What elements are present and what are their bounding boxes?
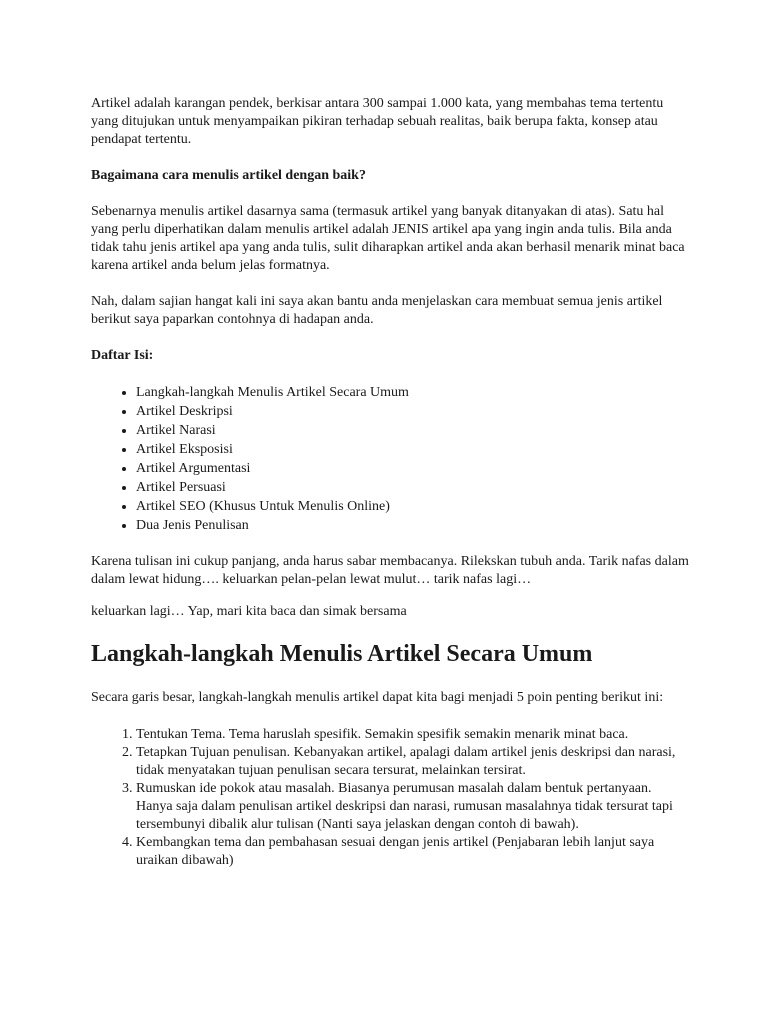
question-heading: Bagaimana cara menulis artikel dengan baik? [91,168,366,183]
toc-item: • Artikel Persuasi [136,478,691,497]
step-item: 3. Rumuskan ide pokok atau masalah. Biasanya perumusan masalah dalam bentuk pertanyaan. Hanya saja dalam penulisan artikel deskripsi dan narasi, rumusan masalahnya tidak tersurat tapi tersembunyi dibalik alur tulisan (Nanti saya jelaskan dengan contoh di bawah). [136,780,691,834]
step-item: 4. Kembangkan tema dan pembahasan sesuai dengan jenis artikel (Penjabaran lebih lanjut saya uraikan dibawah) [136,834,691,870]
toc-item: • Artikel Eksposisi [136,440,691,459]
section-heading: Langkah-langkah Menulis Artikel Secara Umum [91,641,593,667]
reading-note-continuation: keluarkan lagi… Yap, mari kita baca dan simak bersama [91,604,407,619]
introduction-paragraph: Nah, dalam sajian hangat kali ini saya akan bantu anda menjelaskan cara membuat semua jenis artikel berikut saya paparkan contohnya di hadapan anda. [91,294,663,327]
steps-list [91,726,691,870]
step-item: 1. Tentukan Tema. Tema haruslah spesifik. Semakin spesifik semakin menarik minat baca. [136,726,691,744]
toc-item: • Artikel Narasi [136,421,691,440]
toc-item: • Artikel Argumentasi [136,459,691,478]
reading-note-paragraph: Karena tulisan ini cukup panjang, anda harus sabar membacanya. Rilekskan tubuh anda. Tarik nafas dalam dalam lewat hidung…. keluarkan pelan-pelan lewat mulut… tarik nafas lagi… [91,554,689,587]
section-intro-paragraph: Secara garis besar, langkah-langkah menulis artikel dapat kita bagi menjadi 5 poin penting berikut ini: [91,690,664,705]
step-item: 2. Tetapkan Tujuan penulisan. Kebanyakan artikel, apalagi dalam artikel jenis deskripsi dan narasi, tidak menyatakan tujuan penulisan secara tersurat, melainkan tersirat. [136,744,691,780]
toc-item: • Dua Jenis Penulisan [136,516,691,535]
explanation-paragraph: Sebenarnya menulis artikel dasarnya sama (termasuk artikel yang banyak ditanyakan di atas). Satu hal yang perlu diperhatikan dalam menulis artikel adalah JENIS artikel apa yang ingin anda tulis. Bila anda tidak tahu jenis artikel apa yang anda tulis, sulit diharapkan artikel anda akan berhasil menarik minat baca karena artikel anda belum jelas formatnya. [91,204,685,273]
toc-item: • Artikel SEO (Khusus Untuk Menulis Online) [136,497,691,516]
toc-item: • Langkah-langkah Menulis Artikel Secara Umum [136,383,691,402]
document-page [91,95,691,870]
toc-title: Daftar Isi: [91,348,154,363]
toc-item: • Artikel Deskripsi [136,402,691,421]
table-of-contents [91,383,691,535]
intro-paragraph: Artikel adalah karangan pendek, berkisar antara 300 sampai 1.000 kata, yang membahas tema tertentu yang ditujukan untuk menyampaikan pikiran terhadap sebuah realitas, baik berupa fakta, konsep atau pendapat tertentu. [91,96,664,147]
